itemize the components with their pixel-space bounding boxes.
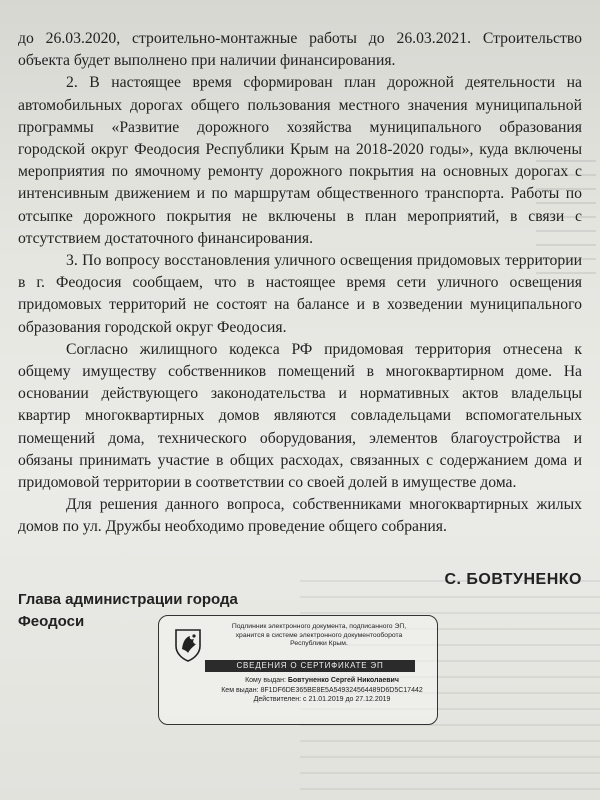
issued-to-row xyxy=(219,676,425,686)
issued-by-value: 8F1DF6DE365BE8E5A549324564489D6D5C17442 xyxy=(260,686,423,694)
paragraph-road-plan: 2. В настоящее время сформирован план дорожной деятельности на автомобильных дорогах общего пользования местного значения муниципальной программы «Развитие дорожного хозяйства муниципального образования городской округ Феодосия Республики Крым на 2018-2020 годы», куда включены мероприятия по ямочному ремонту дорожного покрытия на основных дорогах с интенсивным движением и по маршрутам общественного транспорта. Работы по отсыпке дорожного покрытия не включены в план мероприятий, в связи с отсутствием достаточного финансирования. xyxy=(18,74,582,247)
certificate-info-bar: СВЕДЕНИЯ О СЕРТИФИКАТЕ ЭП xyxy=(205,660,415,672)
issued-to-label: Кому выдан: xyxy=(245,677,286,684)
signatory-title-line: Феодоси xyxy=(18,613,85,630)
stamp-header-line: Подлинник электронного документа, подписанного ЭП, xyxy=(231,623,407,630)
issued-to-value: Бовтуненко Сергей Николаевич xyxy=(287,677,399,684)
signatory-name: С. БОВТУНЕНКО xyxy=(444,571,582,588)
stamp-header-line: Республики Крым. xyxy=(290,640,348,647)
certificate-details xyxy=(219,676,425,705)
paragraph-housing-code: Согласно жилищного кодекса РФ придомовая территория отнесена к общему имуществу собственников помещений в многоквартирном доме. На основании действующего законодательства и нормативных актов владельцы квартир многоквартирных домов являются совладельцами вспомогательных помещений дома, технического оборудования, элементов благоустройства и обязаны принимать участие в общих расходах, связанных с содержанием дома и придомовой территории в соответствии со своей долей в имуществе дома. xyxy=(18,340,582,492)
paragraph-meeting: Для решения данного вопроса, собственниками многоквартирных жилых домов по ул. Дружбы необходимо проведение общего собрания. xyxy=(18,496,582,536)
letter-body xyxy=(18,28,582,539)
issued-by-row xyxy=(219,686,425,696)
e-signature-stamp xyxy=(158,615,438,725)
issued-by-label: Кем выдан: xyxy=(221,686,259,694)
paragraph-street-lighting: 3. По вопросу восстановления уличного освещения придомовых территории в г. Феодосия сообщаем, что в настоящее время сети уличного освещения придомовых территорий не состоят на балансе и в хозведении муниципального образования городской округ Феодосия. xyxy=(18,252,582,336)
crimea-coat-of-arms-icon xyxy=(173,628,203,662)
stamp-header-line: хранится в системе электронного документооборота xyxy=(235,631,403,639)
validity-label: Действителен: xyxy=(253,696,302,703)
signatory-title-line: Глава администрации города xyxy=(18,591,238,608)
validity-value: с 21.01.2019 до 27.12.2019 xyxy=(303,696,391,703)
paragraph-funding: до 26.03.2020, строительно-монтажные работы до 26.03.2021. Строительство объекта будет выполнено при наличии финансирования. xyxy=(18,30,582,70)
validity-row xyxy=(219,695,425,705)
stamp-header xyxy=(211,623,427,649)
